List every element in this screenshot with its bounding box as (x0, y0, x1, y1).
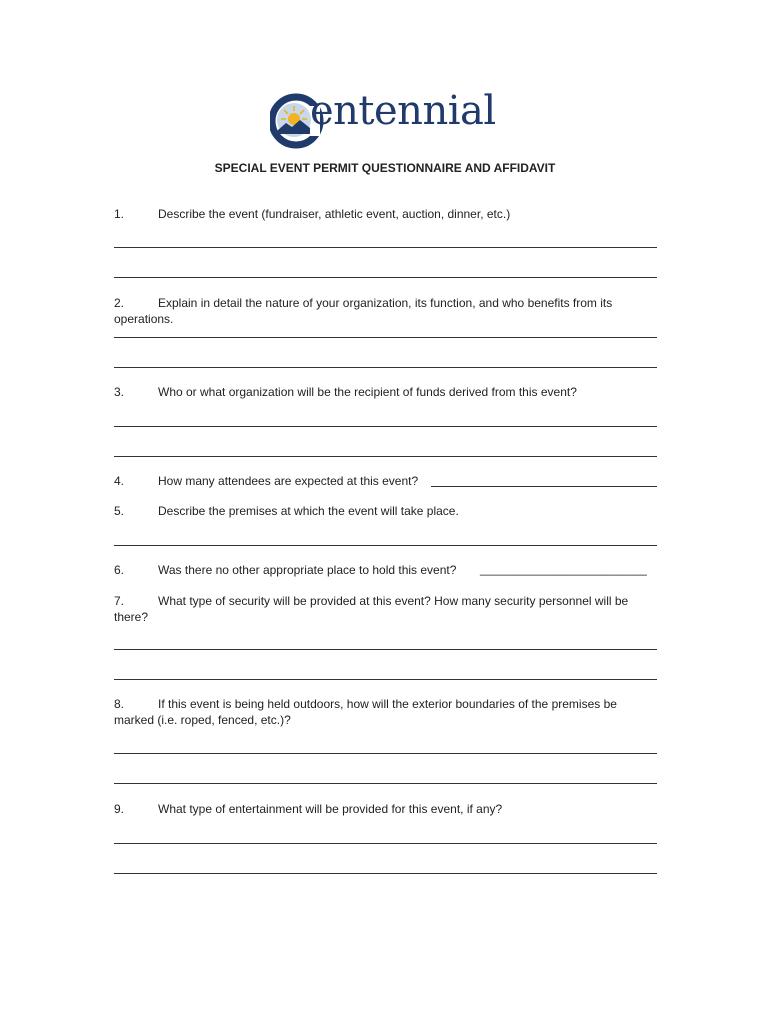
answer-line[interactable] (114, 337, 657, 338)
question-text: What type of entertainment will be provided for this event, if any? (158, 802, 503, 816)
question-2 (114, 295, 659, 327)
question-number: 4. (114, 474, 125, 488)
answer-line[interactable] (114, 247, 657, 248)
answer-line[interactable] (114, 843, 657, 844)
answer-line[interactable] (114, 367, 657, 368)
question-text: How many attendees are expected at this event? (158, 474, 419, 488)
question-number: 6. (114, 563, 125, 577)
question-5 (114, 503, 659, 519)
answer-line[interactable] (114, 679, 657, 680)
answer-line[interactable] (114, 873, 657, 874)
question-text: Explain in detail the nature of your organization, its function, and who benefits from its (158, 296, 613, 310)
answer-line[interactable] (114, 426, 657, 427)
answer-line[interactable] (114, 277, 657, 278)
answer-line[interactable] (114, 545, 657, 546)
answer-line[interactable] (114, 649, 657, 650)
question-number: 5. (114, 504, 125, 518)
question-8 (114, 696, 659, 728)
question-text: Was there no other appropriate place to hold this event? (158, 563, 457, 577)
answer-line[interactable] (114, 456, 657, 457)
question-text: Describe the premises at which the event will take place. (158, 504, 459, 518)
question-text-continued: there? (114, 610, 149, 624)
question-number: 1. (114, 207, 125, 221)
question-text: If this event is being held outdoors, how will the exterior boundaries of the premises be (158, 697, 617, 711)
question-9 (114, 801, 659, 817)
question-text-continued: operations. (114, 312, 174, 326)
question-number: 8. (114, 697, 125, 711)
question-text: Describe the event (fundraiser, athletic event, auction, dinner, etc.) (158, 207, 511, 221)
question-number: 3. (114, 385, 125, 399)
answer-blank[interactable]: _________________________ (480, 562, 647, 576)
logo-wordmark: entennial (310, 88, 496, 134)
answer-line[interactable] (114, 753, 657, 754)
question-number: 7. (114, 594, 125, 608)
question-number: 2. (114, 296, 125, 310)
question-text: Who or what organization will be the recipient of funds derived from this event? (158, 385, 577, 399)
question-number: 9. (114, 802, 125, 816)
answer-line[interactable] (431, 486, 657, 487)
answer-line[interactable] (114, 783, 657, 784)
question-text: What type of security will be provided at this event? How many security personnel will be (158, 594, 629, 608)
question-7 (114, 593, 659, 625)
question-text-continued: marked (i.e. roped, fenced, etc.)? (114, 713, 291, 727)
question-1 (114, 206, 659, 222)
document-title: SPECIAL EVENT PERMIT QUESTIONNAIRE AND AFFIDAVIT (214, 161, 556, 175)
question-3 (114, 384, 659, 400)
